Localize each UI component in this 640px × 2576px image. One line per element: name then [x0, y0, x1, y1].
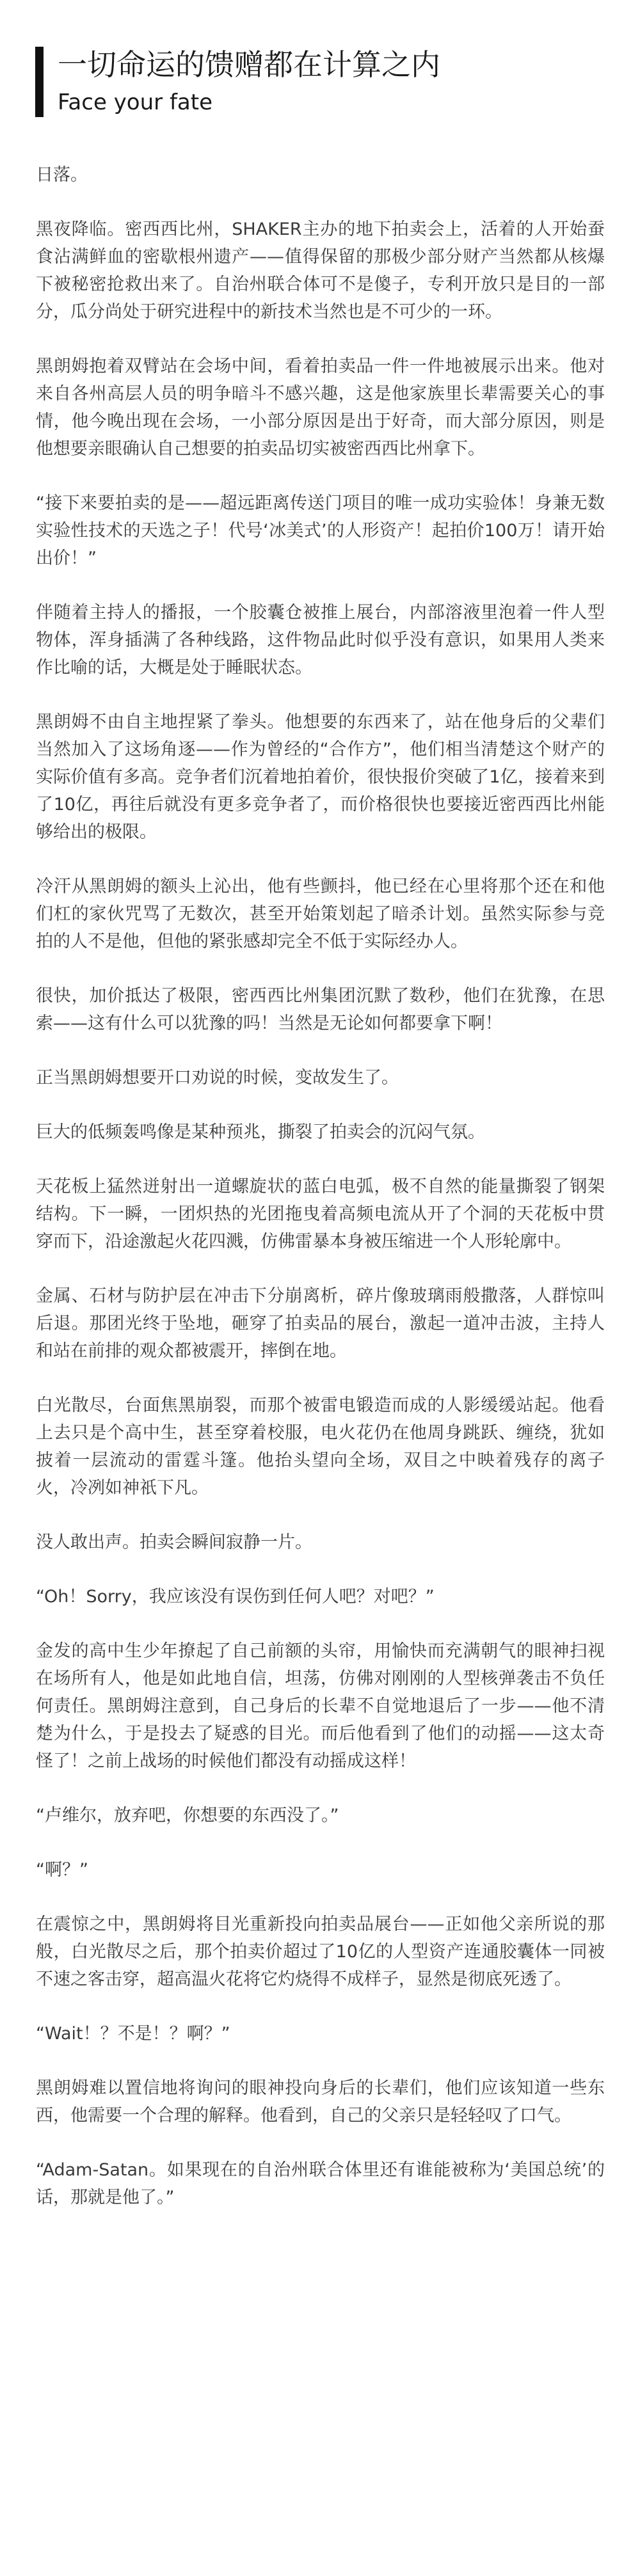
paragraph: 冷汗从黑朗姆的额头上沁出，他有些颤抖，他已经在心里将那个还在和他们杠的家伙咒骂了无数次，甚至开始策划起了暗杀计划。虽然实际参与竞拍的人不是他，但他的紧张感却完全不低于实际经办人。 [36, 877, 605, 951]
paragraph: “Wait！？不是！？啊？” [36, 2024, 230, 2044]
paragraph: 黑朗姆不由自主地捏紧了拳头。他想要的东西来了，站在他身后的父辈们当然加入了这场角逐——作为曾经的“合作方”，他们相当清楚这个财产的实际价值有多高。竞争者们沉着地拍着价，很快报价突破了1亿，接着来到了10亿，再往后就没有更多竞争者了，而价格很快也要接近密西西比州能够给出的极限。 [36, 712, 605, 842]
paragraph: “啊？” [36, 1860, 88, 1880]
article-title: 一切命运的馈赠都在计算之内 [58, 47, 440, 82]
paragraph: “Adam-Satan。如果现在的自治州联合体里还有谁能被称为‘美国总统’的话，那就是他了。” [36, 2160, 605, 2207]
paragraph: 黑夜降临。密西西比州，SHAKER主办的地下拍卖会上，活着的人开始蚕食沾满鲜血的密歇根州遗产——值得保留的那极少部分财产当然都从核爆下被秘密抢救出来了。自治州联合体可不是傻子，专利开放只是目的一部分，瓜分尚处于研究进程中的新技术当然也是不可少的一环。 [36, 219, 605, 322]
paragraph: 天花板上猛然迸射出一道螺旋状的蓝白电弧，极不自然的能量撕裂了钢架结构。下一瞬，一团炽热的光团拖曳着高频电流从开了个洞的天花板中贯穿而下，沿途激起火花四溅，仿佛雷暴本身被压缩进一个人形轮廓中。 [36, 1177, 605, 1252]
paragraph: “Oh！Sorry，我应该没有误伤到任何人吧？对吧？” [36, 1587, 435, 1607]
paragraph: “卢维尔，放弃吧，你想要的东西没了。” [36, 1806, 339, 1825]
paragraph: 黑朗姆难以置信地将询问的眼神投向身后的长辈们，他们应该知道一些东西，他需要一个合理的解释。他看到，自己的父亲只是轻轻叹了口气。 [36, 2078, 605, 2126]
paragraph: 没人敢出声。拍卖会瞬间寂静一片。 [36, 1532, 312, 1552]
article-header [0, 0, 640, 147]
paragraph: 金属、石材与防护层在冲击下分崩离析，碎片像玻璃雨般撒落，人群惊叫后退。那团光终于坠地，砸穿了拍卖品的展台，激起一道冲击波，主持人和站在前排的观众都被震开，摔倒在地。 [36, 1286, 605, 1361]
title-accent-bar [35, 47, 44, 117]
paragraph: 巨大的低频轰鸣像是某种预兆，撕裂了拍卖会的沉闷气氛。 [36, 1122, 485, 1142]
paragraph: “接下来要拍卖的是——超远距离传送门项目的唯一成功实验体！身兼无数实验性技术的天选之子！代号‘冰美式’的人形资产！起拍价100万！请开始出价！” [36, 493, 605, 568]
paragraph: 很快，加价抵达了极限，密西西比州集团沉默了数秒，他们在犹豫，在思索——这有什么可以犹豫的吗！当然是无论如何都要拿下啊！ [36, 986, 605, 1033]
article-subtitle: Face your fate [58, 90, 213, 115]
paragraph: 伴随着主持人的播报，一个胶囊仓被推上展台，内部溶液里泡着一件人型物体，浑身插满了各种线路，这件物品此时似乎没有意识，如果用人类来作比喻的话，大概是处于睡眠状态。 [36, 603, 605, 678]
article-body [0, 147, 640, 2211]
paragraph: 正当黑朗姆想要开口劝说的时候，变故发生了。 [36, 1068, 399, 1088]
paragraph: 黑朗姆抱着双臂站在会场中间，看着拍卖品一件一件地被展示出来。他对来自各州高层人员的明争暗斗不感兴趣，这是他家族里长辈需要关心的事情，他今晚出现在会场，一小部分原因是出于好奇，而大部分原因，则是他想要亲眼确认自己想要的拍卖品切实被密西西比州拿下。 [36, 356, 605, 459]
paragraph: 日落。 [36, 165, 88, 185]
paragraph: 在震惊之中，黑朗姆将目光重新投向拍卖品展台——正如他父亲所说的那般，白光散尽之后，那个拍卖价超过了10亿的人型资产连通胶囊体一同被不速之客击穿，超高温火花将它灼烧得不成样子，显然是彻底死透了。 [36, 1914, 605, 1989]
paragraph: 白光散尽，台面焦黑崩裂，而那个被雷电锻造而成的人影缓缓站起。他看上去只是个高中生，甚至穿着校服，电火花仍在他周身跳跃、缠绕，犹如披着一层流动的雷霆斗篷。他抬头望向全场，双目之中映着残存的离子火，冷冽如神祇下凡。 [36, 1395, 605, 1498]
paragraph: 金发的高中生少年撩起了自己前额的头帘，用愉快而充满朝气的眼神扫视在场所有人，他是如此地自信，坦荡，仿佛对刚刚的人型核弹袭击不负任何责任。黑朗姆注意到，自己身后的长辈不自觉地退后了一步——他不清楚为什么，于是投去了疑惑的目光。而后他看到了他们的动摇——这太奇怪了！之前上战场的时候他们都没有动摇成这样！ [36, 1641, 605, 1771]
